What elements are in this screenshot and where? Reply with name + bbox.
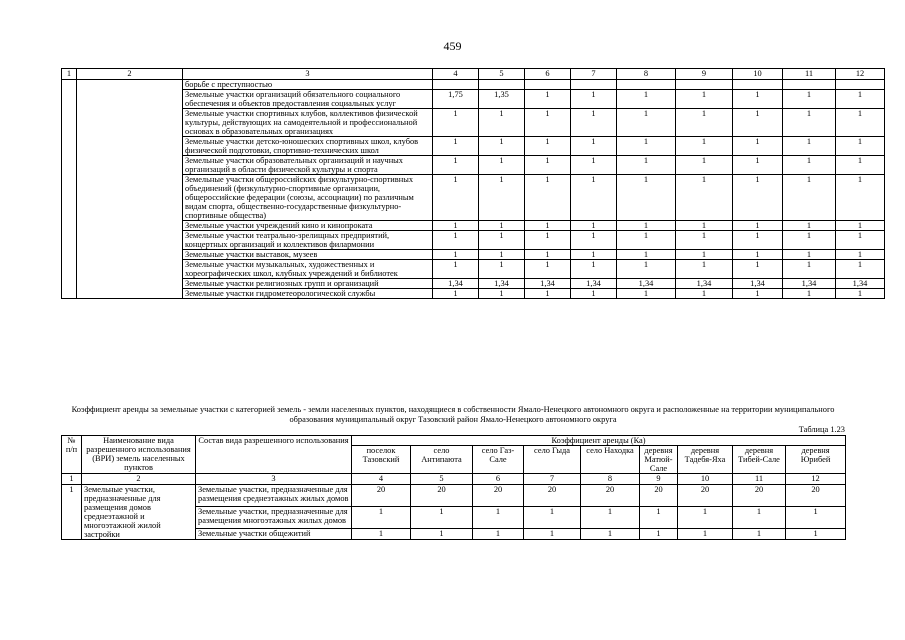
col-coef-header: Коэффициент аренды (Ка) xyxy=(352,436,846,446)
cell-value: 1 xyxy=(571,156,617,175)
table-row xyxy=(62,231,885,250)
table-row xyxy=(62,221,885,231)
cell-value xyxy=(479,80,525,90)
cell-value xyxy=(433,80,479,90)
cell-value: 1 xyxy=(479,260,525,279)
col-vri-header: Наименование вида разрешенного использования (ВРИ) земель населенных пунктов xyxy=(82,436,196,474)
cell-value: 1 xyxy=(676,289,733,299)
cell-value: 20 xyxy=(524,485,581,507)
cell-value: 1 xyxy=(733,175,783,221)
cell-value: 1 xyxy=(525,231,571,250)
column-number: 12 xyxy=(836,69,885,80)
cell-value: 1 xyxy=(352,528,411,539)
cell-value: 1 xyxy=(836,231,885,250)
cell-value: 1,34 xyxy=(783,279,836,289)
cell-value: 1 xyxy=(433,137,479,156)
cell-value: 1 xyxy=(733,90,783,109)
empty-cell-no xyxy=(62,80,77,299)
cell-value: 1 xyxy=(617,90,676,109)
column-number: 12 xyxy=(786,474,846,485)
cell-value: 1 xyxy=(783,260,836,279)
row-name: Земельные участки общероссийских физкультурно-спортивных объединений (физкультурно-спортивные организации, общероссийские федерации (союзы, ассоциации) по различным видам спорта, общественно-государственные физкультурно-спортивные общества) xyxy=(183,175,433,221)
cell-value: 1 xyxy=(571,109,617,137)
sostav-name: Земельные участки общежитий xyxy=(196,528,352,539)
cell-value: 1 xyxy=(733,221,783,231)
cell-value: 1 xyxy=(733,137,783,156)
cell-value: 1 xyxy=(783,289,836,299)
cell-value: 1 xyxy=(473,506,524,528)
cell-value: 1 xyxy=(617,221,676,231)
cell-value: 1 xyxy=(733,506,786,528)
table-continuation xyxy=(61,68,885,299)
cell-value: 1 xyxy=(479,137,525,156)
cell-value: 1 xyxy=(411,528,473,539)
row-name: Земельные участки гидрометеорологической службы xyxy=(183,289,433,299)
cell-value: 20 xyxy=(640,485,678,507)
cell-value: 1,34 xyxy=(836,279,885,289)
column-number: 8 xyxy=(581,474,640,485)
row-name: Земельные участки религиозных групп и организаций xyxy=(183,279,433,289)
cell-value: 1 xyxy=(617,250,676,260)
table-row xyxy=(62,175,885,221)
column-number: 7 xyxy=(524,474,581,485)
cell-value: 1,35 xyxy=(479,90,525,109)
cell-value: 1 xyxy=(571,231,617,250)
cell-value: 1 xyxy=(836,289,885,299)
cell-value: 1 xyxy=(525,156,571,175)
cell-value: 1 xyxy=(783,137,836,156)
vri-name: Земельные участки, предназначенные для размещения домов среднеэтажной и многоэтажной жилой застройки xyxy=(82,485,196,540)
cell-value: 1 xyxy=(571,250,617,260)
column-number: 3 xyxy=(196,474,352,485)
cell-value: 20 xyxy=(786,485,846,507)
settlement-header: деревня Тибей-Сале xyxy=(733,446,786,474)
cell-value: 1 xyxy=(525,260,571,279)
column-number: 11 xyxy=(733,474,786,485)
cell-value xyxy=(617,80,676,90)
table-row xyxy=(62,279,885,289)
cell-value: 1 xyxy=(479,175,525,221)
cell-value: 1 xyxy=(733,260,783,279)
column-number: 6 xyxy=(525,69,571,80)
cell-value: 1 xyxy=(836,109,885,137)
cell-value: 1 xyxy=(678,528,733,539)
cell-value: 1 xyxy=(783,175,836,221)
row-name: Земельные участки детско-юношеских спортивных школ, клубов физической подготовки, спортивно-технических школ xyxy=(183,137,433,156)
cell-value: 1 xyxy=(581,506,640,528)
column-number: 5 xyxy=(411,474,473,485)
cell-value: 1 xyxy=(783,250,836,260)
cell-value: 1 xyxy=(571,221,617,231)
cell-value: 1 xyxy=(617,109,676,137)
cell-value: 1 xyxy=(433,109,479,137)
cell-value: 1 xyxy=(786,528,846,539)
cell-value: 20 xyxy=(473,485,524,507)
cell-value: 1 xyxy=(525,250,571,260)
cell-value: 1 xyxy=(836,90,885,109)
cell-value: 1 xyxy=(733,231,783,250)
row-name: Земельные участки выставок, музеев xyxy=(183,250,433,260)
cell-value: 1 xyxy=(479,221,525,231)
column-number: 2 xyxy=(77,69,183,80)
cell-value: 1,75 xyxy=(433,90,479,109)
cell-value: 20 xyxy=(733,485,786,507)
cell-value: 1 xyxy=(525,109,571,137)
table-row xyxy=(62,109,885,137)
settlement-header: деревня Матюй-Сале xyxy=(640,446,678,474)
table-row xyxy=(62,137,885,156)
cell-value: 1 xyxy=(571,90,617,109)
cell-value: 1 xyxy=(433,289,479,299)
cell-value: 1 xyxy=(479,231,525,250)
row-name: Земельные участки театрально-зрелищных предприятий, концертных организаций и коллективов филармонии xyxy=(183,231,433,250)
coefficient-table xyxy=(61,435,846,540)
cell-value: 1 xyxy=(479,109,525,137)
column-number: 4 xyxy=(352,474,411,485)
cell-value: 20 xyxy=(411,485,473,507)
column-number: 4 xyxy=(433,69,479,80)
table-number: Таблица 1.23 xyxy=(798,425,845,434)
cell-value: 1 xyxy=(836,260,885,279)
cell-value: 1 xyxy=(479,250,525,260)
cell-value: 1 xyxy=(524,506,581,528)
settlement-header: деревня Тадебя-Яха xyxy=(678,446,733,474)
cell-value: 1 xyxy=(525,221,571,231)
cell-value: 1 xyxy=(411,506,473,528)
table-row xyxy=(62,289,885,299)
column-number: 1 xyxy=(62,474,82,485)
cell-value: 1 xyxy=(676,231,733,250)
cell-value: 1 xyxy=(433,250,479,260)
cell-value: 1 xyxy=(617,260,676,279)
cell-value: 1 xyxy=(571,137,617,156)
cell-value xyxy=(525,80,571,90)
cell-value: 1,34 xyxy=(676,279,733,289)
cell-value: 1 xyxy=(525,175,571,221)
cell-value: 1 xyxy=(836,175,885,221)
cell-value: 1 xyxy=(836,221,885,231)
cell-value: 1 xyxy=(678,506,733,528)
cell-value: 1,34 xyxy=(571,279,617,289)
col-no-header: № п/п xyxy=(62,436,82,474)
cell-value xyxy=(571,80,617,90)
cell-value: 1 xyxy=(433,221,479,231)
cell-value: 1 xyxy=(733,109,783,137)
cell-value: 1 xyxy=(783,221,836,231)
cell-value xyxy=(783,80,836,90)
column-number: 3 xyxy=(183,69,433,80)
cell-value: 1 xyxy=(617,231,676,250)
column-number: 9 xyxy=(676,69,733,80)
cell-value: 1 xyxy=(640,506,678,528)
cell-value: 1 xyxy=(676,109,733,137)
cell-value: 1 xyxy=(524,528,581,539)
cell-value: 1 xyxy=(525,289,571,299)
cell-value: 1 xyxy=(783,90,836,109)
cell-value: 1,34 xyxy=(733,279,783,289)
cell-value: 1 xyxy=(479,289,525,299)
cell-value: 1 xyxy=(433,231,479,250)
cell-value: 1 xyxy=(836,137,885,156)
table-row xyxy=(62,260,885,279)
cell-value: 1 xyxy=(783,156,836,175)
cell-value: 1 xyxy=(676,156,733,175)
cell-value: 1,34 xyxy=(479,279,525,289)
cell-value: 1,34 xyxy=(617,279,676,289)
column-number: 9 xyxy=(640,474,678,485)
settlement-header: село Газ-Сале xyxy=(473,446,524,474)
cell-value xyxy=(676,80,733,90)
cell-value: 1 xyxy=(676,250,733,260)
table-row xyxy=(62,156,885,175)
settlement-header: поселок Тазовский xyxy=(352,446,411,474)
cell-value: 1 xyxy=(676,221,733,231)
cell-value: 1 xyxy=(473,528,524,539)
column-number: 8 xyxy=(617,69,676,80)
column-number: 10 xyxy=(733,69,783,80)
cell-value: 1 xyxy=(676,260,733,279)
cell-value: 20 xyxy=(678,485,733,507)
cell-value: 1 xyxy=(617,137,676,156)
cell-value: 1 xyxy=(581,528,640,539)
cell-value: 1 xyxy=(733,289,783,299)
cell-value: 1 xyxy=(433,260,479,279)
cell-value: 1 xyxy=(571,260,617,279)
cell-value: 1 xyxy=(676,175,733,221)
table-row xyxy=(62,80,885,90)
cell-value: 1 xyxy=(433,156,479,175)
column-number: 7 xyxy=(571,69,617,80)
cell-value: 1 xyxy=(836,250,885,260)
column-number: 1 xyxy=(62,69,77,80)
sostav-name: Земельные участки, предназначенные для размещения среднеэтажных жилых домов xyxy=(196,485,352,507)
cell-value: 1 xyxy=(786,506,846,528)
cell-value: 1 xyxy=(617,175,676,221)
row-name: Земельные участки организаций обязательного социального обеспечения и объектов предоставления социальных услуг xyxy=(183,90,433,109)
cell-value: 1 xyxy=(617,156,676,175)
cell-value: 1 xyxy=(352,506,411,528)
cell-value: 1,34 xyxy=(525,279,571,289)
column-number: 10 xyxy=(678,474,733,485)
cell-value: 1 xyxy=(525,137,571,156)
row-name: Земельные участки образовательных организаций и научных организаций в области физической культуры и спорта xyxy=(183,156,433,175)
row-number: 1 xyxy=(62,485,82,540)
cell-value xyxy=(733,80,783,90)
empty-cell-vri xyxy=(77,80,183,299)
column-number: 5 xyxy=(479,69,525,80)
cell-value: 1 xyxy=(571,175,617,221)
table-header-row xyxy=(62,69,885,80)
cell-value: 1 xyxy=(733,156,783,175)
sostav-name: Земельные участки, предназначенные для размещения многоэтажных жилых домов xyxy=(196,506,352,528)
col-sostav-header: Состав вида разрешенного использования xyxy=(196,436,352,474)
page-number: 459 xyxy=(443,39,462,53)
cell-value: 1 xyxy=(525,90,571,109)
cell-value: 1,34 xyxy=(433,279,479,289)
cell-value: 1 xyxy=(733,250,783,260)
row-name: борьбе с преступностью xyxy=(183,80,433,90)
cell-value: 1 xyxy=(571,289,617,299)
cell-value xyxy=(836,80,885,90)
row-name: Земельные участки спортивных клубов, коллективов физической культуры, действующих на самодеятельной и профессиональной основах в образовательных организациях xyxy=(183,109,433,137)
row-name: Земельные участки учреждений кино и кинопроката xyxy=(183,221,433,231)
column-number: 11 xyxy=(783,69,836,80)
cell-value: 1 xyxy=(733,528,786,539)
cell-value: 20 xyxy=(581,485,640,507)
column-number: 6 xyxy=(473,474,524,485)
settlement-header: деревня Юрибей xyxy=(786,446,846,474)
cell-value: 1 xyxy=(640,528,678,539)
cell-value: 1 xyxy=(836,156,885,175)
settlement-header: село Гыда xyxy=(524,446,581,474)
cell-value: 20 xyxy=(352,485,411,507)
cell-value: 1 xyxy=(783,109,836,137)
table-row xyxy=(62,90,885,109)
cell-value: 1 xyxy=(783,231,836,250)
cell-value: 1 xyxy=(617,289,676,299)
cell-value: 1 xyxy=(479,156,525,175)
cell-value: 1 xyxy=(676,90,733,109)
table-row xyxy=(62,485,846,507)
table-caption: Коэффициент аренды за земельные участки с категорией земель - земли населенных пунктов, находящиеся в собственности Ямало-Ненецкого автономного округа и расположенные на территории муниципального образования муниципальный округ Тазовский район Ямало-Ненецкого автономного округа xyxy=(71,405,835,424)
column-number: 2 xyxy=(82,474,196,485)
cell-value: 1 xyxy=(433,175,479,221)
settlement-header: село Находка xyxy=(581,446,640,474)
row-name: Земельные участки музыкальных, художественных и хореографических школ, клубных учреждений и библиотек xyxy=(183,260,433,279)
settlement-header: село Антипаюта xyxy=(411,446,473,474)
cell-value: 1 xyxy=(676,137,733,156)
table-row xyxy=(62,250,885,260)
